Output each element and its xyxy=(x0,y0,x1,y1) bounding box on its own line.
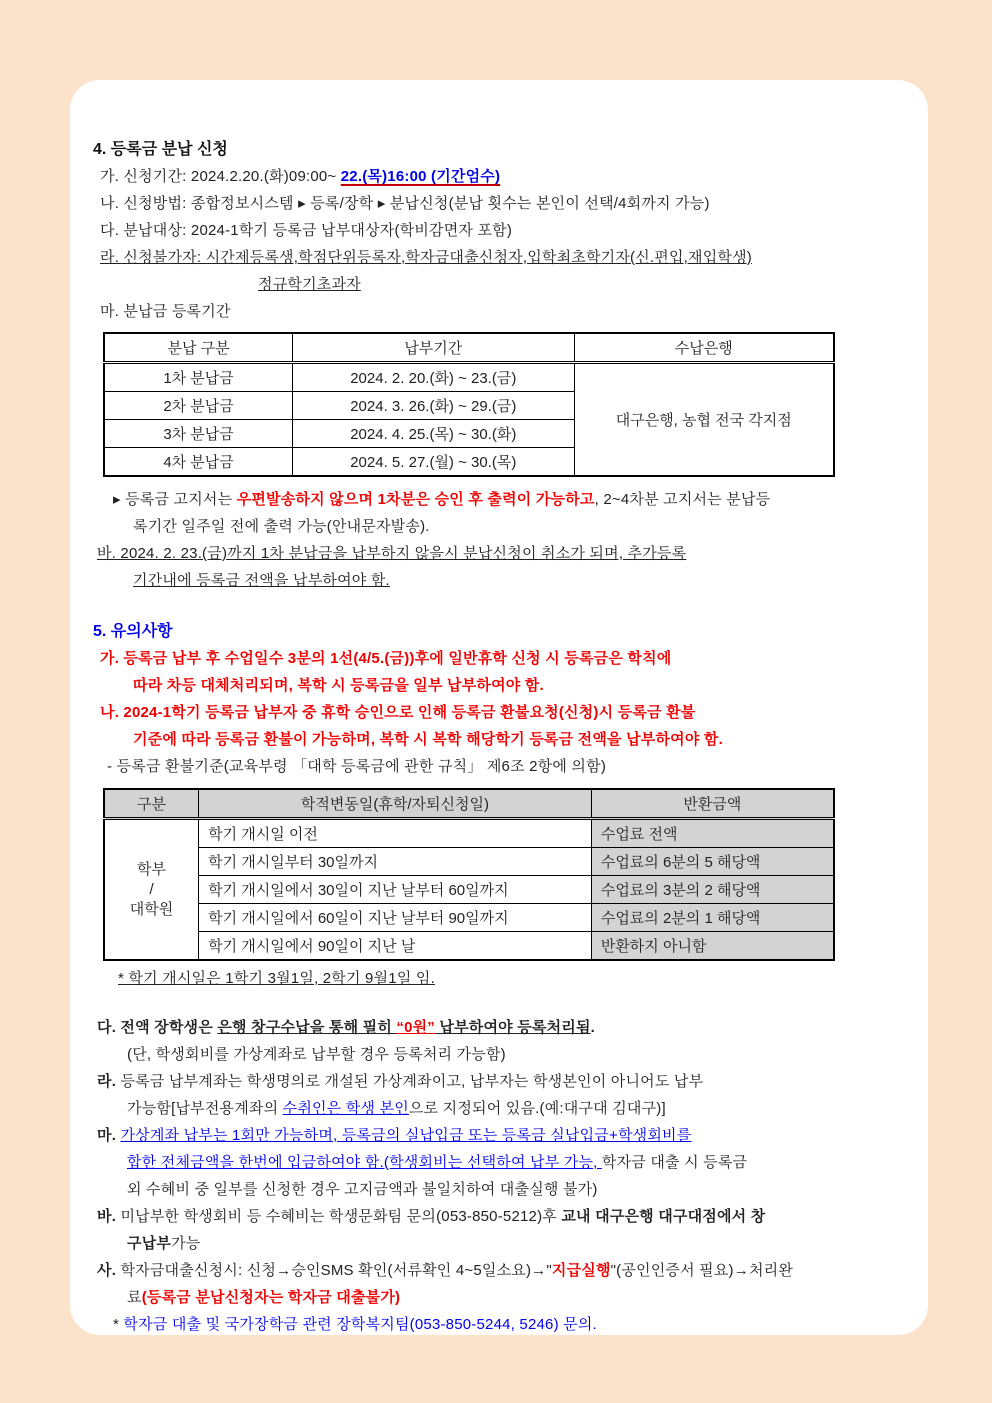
semester-start-note: * 학기 개시일은 1학기 3월1일, 2학기 9월1일 임. xyxy=(118,970,435,987)
table-row xyxy=(104,848,834,876)
application-period-text: 가. 신청기간: 2024.2.20.(화)09:00~ xyxy=(100,168,341,185)
caution-na-line-1: 나. 2024-1학기 등록금 납부자 중 휴학 승인으로 인해 등록금 환불요청(신청)시 등록금 환불 xyxy=(100,704,696,721)
triangle-bullet-icon: ▸ xyxy=(113,491,121,508)
student-fee-tail: 가능 xyxy=(171,1235,201,1252)
virtual-account-black: 학자금 대출 시 등록금 xyxy=(601,1154,748,1171)
refund-amount-cell: 반환하지 아니함 xyxy=(591,932,834,961)
student-group-cell xyxy=(104,819,199,961)
student-fee-bold-2: 구납부 xyxy=(127,1235,172,1252)
cancel-notice-line-1: 바. 2024. 2. 23.(금)까지 1차 분납금을 납부하지 않을시 분납신청이 취소가 되며, 추가등록 xyxy=(97,545,687,562)
bill-notice-red: 우편발송하지 않으며 1차분은 승인 후 출력이 가능하고 xyxy=(236,491,595,508)
scholarship-underline-1: 은행 창구수납을 통해 필히 xyxy=(217,1019,397,1036)
installment-label: 4차 분납금 xyxy=(104,448,293,477)
scholarship-end: . xyxy=(590,1019,596,1036)
loan-contact-note xyxy=(113,1311,914,1335)
application-deadline-highlight: 22.(목)16:00 (기간엄수) xyxy=(340,168,501,185)
column-header-period: 납부기간 xyxy=(293,333,574,363)
refund-amount-cell: 수업료 전액 xyxy=(591,819,834,848)
installment-period: 2024. 2. 20.(화) ~ 23.(금) xyxy=(293,363,574,392)
installment-label: 3차 분납금 xyxy=(104,420,293,448)
account-line-2 xyxy=(127,1095,914,1122)
change-date-cell: 학기 개시일에서 30일이 지난 날부터 60일까지 xyxy=(199,876,592,904)
section4-title: 4. 등록금 분납 신청 xyxy=(93,141,228,158)
virtual-account-label: 마. xyxy=(97,1127,121,1144)
loan-text-2: "(공인인증서 필요)→처리완 xyxy=(610,1262,794,1279)
loan-execution-highlight: 지급실행 xyxy=(551,1262,611,1279)
scholarship-pre: 다. 전액 장학생은 xyxy=(97,1019,218,1036)
group-line: / xyxy=(149,880,154,898)
refund-rule-reference: - 등록금 환불기준(교육부령 「대학 등록금에 관한 규칙」 제6조 2항에 의함) xyxy=(107,758,607,775)
table-row xyxy=(104,876,834,904)
loan-line-1 xyxy=(97,1257,914,1284)
cancel-notice-line-2: 기간내에 등록금 전액을 납부하여야 함. xyxy=(133,572,390,589)
account-line-1 xyxy=(97,1068,914,1095)
application-period-line xyxy=(100,163,914,190)
bill-notice-pre: 등록금 고지서는 xyxy=(120,491,237,508)
student-fee-label: 바. xyxy=(97,1208,121,1225)
column-header-category: 구분 xyxy=(104,789,199,819)
change-date-cell: 학기 개시일에서 90일이 지난 날 xyxy=(199,932,592,961)
scholarship-line-2: (단, 학생회비를 가상계좌로 납부할 경우 등록처리 가능함) xyxy=(127,1046,506,1063)
caution-ga-line-1: 가. 등록금 납부 후 수업일수 3분의 1선(4/5.(금))후에 일반휴학 신청 시 등록금은 학칙에 xyxy=(100,650,672,667)
refund-amount-cell: 수업료의 6분의 5 해당액 xyxy=(591,848,834,876)
application-method-line: 나. 신청방법: 종합정보시스템 ▸ 등록/장학 ▸ 분납신청(분납 횟수는 본인이 선택/4회까지 가능) xyxy=(100,195,710,212)
loan-text-3: 료 xyxy=(127,1289,142,1306)
table-row xyxy=(104,932,834,961)
table-row xyxy=(104,363,834,392)
account-label: 라. xyxy=(97,1073,121,1090)
group-line: 학부 xyxy=(137,860,167,878)
installment-schedule-table xyxy=(103,332,835,477)
account-text-2: 가능함[납부전용계좌의 xyxy=(127,1100,283,1117)
table-row xyxy=(104,819,834,848)
installment-target-line: 다. 분납대상: 2024-1학기 등록금 납부대상자(학비감면자 포함) xyxy=(100,222,513,239)
loan-label: 사. xyxy=(97,1262,121,1279)
account-text-3: 으로 지정되어 있음.(예:대구대 김대구)] xyxy=(408,1100,666,1117)
installment-period: 2024. 5. 27.(월) ~ 30.(목) xyxy=(293,448,574,477)
virtual-account-line-3: 외 수혜비 중 일부를 신청한 경우 고지금액과 불일치하여 대출실행 불가) xyxy=(127,1181,598,1198)
refund-amount-cell: 수업료의 2분의 1 해당액 xyxy=(591,904,834,932)
zero-won-highlight: “0원” xyxy=(396,1019,436,1036)
table-row xyxy=(104,904,834,932)
installment-period: 2024. 4. 25.(목) ~ 30.(화) xyxy=(293,420,574,448)
column-header-refund-amount: 반환금액 xyxy=(591,789,834,819)
column-header-installment: 분납 구분 xyxy=(104,333,293,363)
group-line: 대학원 xyxy=(129,900,174,918)
student-fee-line-1 xyxy=(97,1203,914,1230)
notice-document-sheet xyxy=(70,80,928,1335)
caution-na-line-2: 기준에 따라 등록금 환불이 가능하며, 복학 시 복학 해당학기 등록금 전액을 납부하여야 함. xyxy=(133,731,723,748)
refund-criteria-table xyxy=(103,788,835,961)
caution-ga-line-2: 따라 차등 대체처리되며, 복학 시 등록금을 일부 납부하여야 함. xyxy=(133,677,544,694)
student-fee-text: 미납부한 학생회비 등 수혜비는 학생문화팀 문의(053-850-5212)후 xyxy=(120,1208,562,1225)
virtual-account-line-1 xyxy=(97,1122,914,1149)
scholarship-line-1 xyxy=(97,1014,914,1041)
loan-line-2 xyxy=(127,1284,914,1311)
table-header-row xyxy=(104,789,834,819)
account-text-1: 등록금 납부계좌는 학생명의로 개설된 가상계좌이고, 납부자는 학생본인이 아니어도 납부 xyxy=(120,1073,704,1090)
loan-restriction-highlight: (등록금 분납신청자는 학자금 대출불가) xyxy=(141,1289,401,1306)
ineligible-line-2: 정규학기초과자 xyxy=(258,276,361,293)
installment-label: 2차 분납금 xyxy=(104,392,293,420)
installment-period: 2024. 3. 26.(화) ~ 29.(금) xyxy=(293,392,574,420)
bank-cell: 대구은행, 농협 전국 각지점 xyxy=(574,363,834,477)
virtual-account-line-2 xyxy=(127,1149,914,1176)
student-fee-line-2 xyxy=(127,1230,914,1257)
virtual-account-blue-2: 합한 전체금액을 한번에 입금하여야 함.(학생회비는 선택하여 납부 가능, xyxy=(127,1154,602,1171)
installment-period-heading: 마. 분납금 등록기간 xyxy=(100,303,231,320)
loan-contact-text: 학자금 대출 및 국가장학금 관련 장학복지팀(053-850-5244, 5246) 문의. xyxy=(123,1316,597,1333)
section5-title: 5. 유의사항 xyxy=(93,623,173,640)
bill-notice-post: , 2~4차분 고지서는 분납등 xyxy=(594,491,771,508)
change-date-cell: 학기 개시일에서 60일이 지난 날부터 90일까지 xyxy=(199,904,592,932)
installment-label: 1차 분납금 xyxy=(104,363,293,392)
change-date-cell: 학기 개시일부터 30일까지 xyxy=(199,848,592,876)
table-header-row xyxy=(104,333,834,363)
student-fee-bold-1: 교내 대구은행 대구대점에서 창 xyxy=(561,1208,766,1225)
refund-amount-cell: 수업료의 3분의 2 해당액 xyxy=(591,876,834,904)
change-date-cell: 학기 개시일 이전 xyxy=(199,819,592,848)
bill-notice-line-1 xyxy=(113,486,914,513)
asterisk-bullet: * xyxy=(113,1316,124,1333)
scholarship-underline-2: 납부하여야 등록처리됨 xyxy=(435,1019,591,1036)
payee-highlight: 수취인은 학생 본인 xyxy=(282,1100,409,1117)
column-header-change-date: 학적변동일(휴학/자퇴신청일) xyxy=(199,789,592,819)
loan-text-1: 학자금대출신청시: 신청→승인SMS 확인(서류확인 4~5일소요)→" xyxy=(120,1262,552,1279)
bill-notice-line-2: 록기간 일주일 전에 출력 가능(안내문자발송). xyxy=(133,518,430,535)
column-header-bank: 수납은행 xyxy=(574,333,834,363)
virtual-account-blue-1: 가상계좌 납부는 1회만 가능하며, 등록금의 실납입금 또는 등록금 실납입금+학생회비를 xyxy=(120,1127,692,1144)
ineligible-line-1: 라. 신청불가자: 시간제등록생,학점단위등록자,학자금대출신청자,입학최초학기자(신.편입,재입학생) xyxy=(100,249,752,266)
